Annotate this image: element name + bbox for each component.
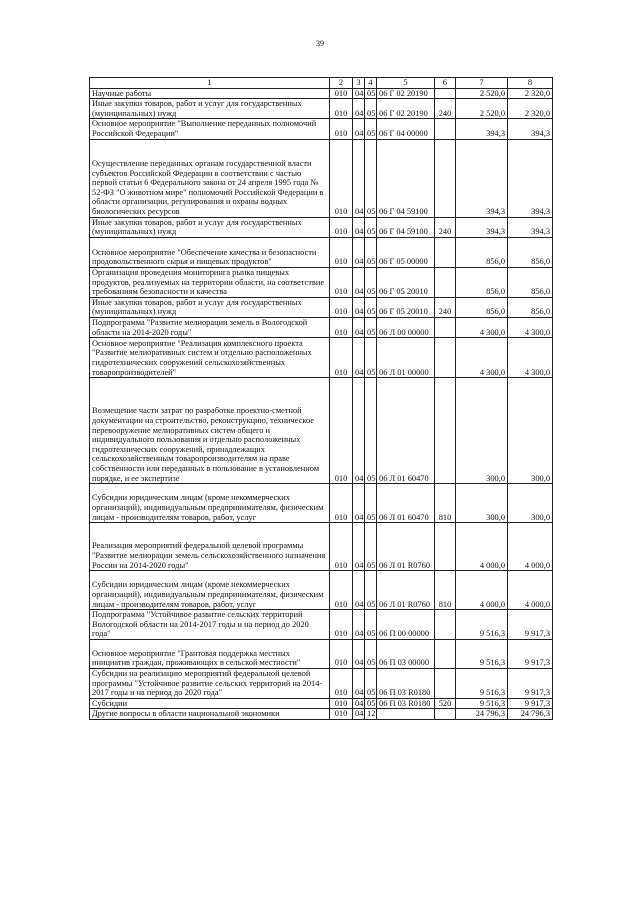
header-col-8: 8 bbox=[508, 78, 553, 89]
amount-year-2: 394,3 bbox=[508, 217, 553, 237]
row-name: Субсидии юридическим лицам (кроме некоммерческих организаций), индивидуальным предпринимателям, физическим лицам - производителям товаров, работ, услуг bbox=[90, 484, 330, 523]
code-target-article: 06 Г 04 59100 bbox=[377, 139, 435, 217]
row-name: Основное мероприятие "Выполнение переданных полномочий Российской Федерации" bbox=[90, 119, 330, 139]
header-col-6: 6 bbox=[435, 78, 456, 89]
code-expense-type bbox=[435, 267, 456, 297]
code-ministry: 010 bbox=[330, 237, 353, 267]
code-target-article bbox=[377, 709, 435, 720]
amount-year-1: 2 520,0 bbox=[456, 88, 508, 99]
code-target-article: 06 Л 01 60470 bbox=[377, 378, 435, 484]
amount-year-2: 9 917,3 bbox=[508, 610, 553, 640]
code-ministry: 010 bbox=[330, 88, 353, 99]
code-subsection: 05 bbox=[365, 237, 377, 267]
code-expense-type bbox=[435, 119, 456, 139]
row-name: Субсидии юридическим лицам (кроме некоммерческих организаций), индивидуальным предпринимателям, физическим лицам - производителям товаров, работ, услуг bbox=[90, 571, 330, 610]
table-row bbox=[90, 237, 553, 267]
code-section: 04 bbox=[353, 99, 365, 119]
table-row bbox=[90, 99, 553, 119]
code-section: 04 bbox=[353, 668, 365, 698]
table-body bbox=[90, 88, 553, 719]
amount-year-1: 9 516,3 bbox=[456, 668, 508, 698]
amount-year-2: 4 000,0 bbox=[508, 571, 553, 610]
code-subsection: 05 bbox=[365, 698, 377, 709]
amount-year-2: 2 320,0 bbox=[508, 99, 553, 119]
table-row bbox=[90, 119, 553, 139]
code-target-article: 06 Г 05 20010 bbox=[377, 267, 435, 297]
amount-year-1: 856,0 bbox=[456, 267, 508, 297]
row-name: Иные закупки товаров, работ и услуг для государственных (муниципальных) нужд bbox=[90, 217, 330, 237]
amount-year-2: 394,3 bbox=[508, 119, 553, 139]
code-target-article: 06 Г 02 20190 bbox=[377, 88, 435, 99]
code-expense-type bbox=[435, 338, 456, 378]
code-ministry: 010 bbox=[330, 668, 353, 698]
code-ministry: 010 bbox=[330, 317, 353, 337]
amount-year-1: 4 000,0 bbox=[456, 571, 508, 610]
amount-year-2: 9 917,3 bbox=[508, 639, 553, 668]
code-target-article: 06 Л 01 R0760 bbox=[377, 571, 435, 610]
code-subsection: 05 bbox=[365, 217, 377, 237]
code-ministry: 010 bbox=[330, 523, 353, 571]
amount-year-1: 394,3 bbox=[456, 217, 508, 237]
code-expense-type bbox=[435, 139, 456, 217]
amount-year-1: 394,3 bbox=[456, 119, 508, 139]
code-expense-type: 240 bbox=[435, 217, 456, 237]
budget-table bbox=[89, 77, 553, 720]
table-row bbox=[90, 217, 553, 237]
code-target-article: 06 Г 05 20010 bbox=[377, 297, 435, 317]
code-ministry: 010 bbox=[330, 217, 353, 237]
code-expense-type bbox=[435, 709, 456, 720]
code-section: 04 bbox=[353, 317, 365, 337]
code-ministry: 010 bbox=[330, 99, 353, 119]
code-expense-type: 810 bbox=[435, 484, 456, 523]
table-row bbox=[90, 698, 553, 709]
amount-year-1: 856,0 bbox=[456, 237, 508, 267]
row-name: Субсидии на реализацию мероприятий федеральной целевой программы "Устойчивое развитие сельских территорий на 2014-2017 годы и на период до 2020 года" bbox=[90, 668, 330, 698]
code-section: 04 bbox=[353, 338, 365, 378]
code-subsection: 05 bbox=[365, 610, 377, 640]
amount-year-2: 4 300,0 bbox=[508, 317, 553, 337]
code-expense-type bbox=[435, 523, 456, 571]
code-subsection: 05 bbox=[365, 338, 377, 378]
header-col-7: 7 bbox=[456, 78, 508, 89]
code-target-article: 06 Г 04 59100 bbox=[377, 217, 435, 237]
table-row bbox=[90, 139, 553, 217]
amount-year-2: 9 917,3 bbox=[508, 698, 553, 709]
amount-year-1: 4 300,0 bbox=[456, 317, 508, 337]
code-subsection: 05 bbox=[365, 523, 377, 571]
code-subsection: 05 bbox=[365, 668, 377, 698]
code-target-article: 06 П 03 R0180 bbox=[377, 668, 435, 698]
code-ministry: 010 bbox=[330, 139, 353, 217]
header-col-1: 1 bbox=[90, 78, 330, 89]
amount-year-2: 300,0 bbox=[508, 484, 553, 523]
header-col-3: 3 bbox=[353, 78, 365, 89]
amount-year-1: 9 516,3 bbox=[456, 639, 508, 668]
amount-year-1: 2 520,0 bbox=[456, 99, 508, 119]
row-name: Подпрограмма "Устойчивое развитие сельских территорий Вологодской области на 2014-2017 годы и на период до 2020 года" bbox=[90, 610, 330, 640]
code-expense-type bbox=[435, 668, 456, 698]
row-name: Организация проведения мониторинга рынка пищевых продуктов, реализуемых на территории области, на соответствие требованиям безопасности и качества bbox=[90, 267, 330, 297]
code-section: 04 bbox=[353, 297, 365, 317]
amount-year-2: 856,0 bbox=[508, 267, 553, 297]
code-section: 04 bbox=[353, 217, 365, 237]
amount-year-1: 300,0 bbox=[456, 378, 508, 484]
code-ministry: 010 bbox=[330, 610, 353, 640]
row-name: Возмещение части затрат по разработке проектно-сметной документации на строительство, реконструкцию, техническое перевооружение мелиоративных систем общего и индивидуального пользования и отдельно расположенных гидротехнических сооружений, принадлежащих сельскохозяйственным товаропроизводителям на праве собственности или переданных в пользование в установленном порядке, и ее экспертизе bbox=[90, 378, 330, 484]
code-section: 04 bbox=[353, 88, 365, 99]
code-ministry: 010 bbox=[330, 698, 353, 709]
code-target-article: 06 Л 00 00000 bbox=[377, 317, 435, 337]
code-ministry: 010 bbox=[330, 709, 353, 720]
row-name: Иные закупки товаров, работ и услуг для государственных (муниципальных) нужд bbox=[90, 99, 330, 119]
row-name: Научные работы bbox=[90, 88, 330, 99]
code-expense-type bbox=[435, 610, 456, 640]
header-col-4: 4 bbox=[365, 78, 377, 89]
code-expense-type bbox=[435, 237, 456, 267]
code-expense-type: 240 bbox=[435, 297, 456, 317]
amount-year-2: 300,0 bbox=[508, 378, 553, 484]
code-section: 04 bbox=[353, 523, 365, 571]
code-expense-type: 240 bbox=[435, 99, 456, 119]
code-ministry: 010 bbox=[330, 484, 353, 523]
code-section: 04 bbox=[353, 610, 365, 640]
amount-year-1: 9 516,3 bbox=[456, 610, 508, 640]
code-ministry: 010 bbox=[330, 378, 353, 484]
table-row bbox=[90, 338, 553, 378]
amount-year-2: 24 796,3 bbox=[508, 709, 553, 720]
table-row bbox=[90, 484, 553, 523]
amount-year-2: 856,0 bbox=[508, 237, 553, 267]
code-expense-type bbox=[435, 317, 456, 337]
code-target-article: 06 П 03 00000 bbox=[377, 639, 435, 668]
code-ministry: 010 bbox=[330, 571, 353, 610]
table-row bbox=[90, 378, 553, 484]
table-row bbox=[90, 297, 553, 317]
code-section: 04 bbox=[353, 139, 365, 217]
amount-year-2: 4 300,0 bbox=[508, 338, 553, 378]
row-name: Другие вопросы в области национальной экономики bbox=[90, 709, 330, 720]
code-target-article: 06 П 03 R0180 bbox=[377, 698, 435, 709]
code-section: 04 bbox=[353, 698, 365, 709]
table-row bbox=[90, 523, 553, 571]
table-row bbox=[90, 610, 553, 640]
code-target-article: 06 Г 05 00000 bbox=[377, 237, 435, 267]
row-name: Основное мероприятие "Грантовая поддержка местных инициатив граждан, проживающих в сельской местности" bbox=[90, 639, 330, 668]
amount-year-2: 2 320,0 bbox=[508, 88, 553, 99]
code-target-article: 06 Г 04 00000 bbox=[377, 119, 435, 139]
amount-year-1: 4 000,0 bbox=[456, 523, 508, 571]
code-ministry: 010 bbox=[330, 119, 353, 139]
code-subsection: 05 bbox=[365, 297, 377, 317]
row-name: Иные закупки товаров, работ и услуг для государственных (муниципальных) нужд bbox=[90, 297, 330, 317]
amount-year-2: 9 917,3 bbox=[508, 668, 553, 698]
code-subsection: 05 bbox=[365, 139, 377, 217]
code-section: 04 bbox=[353, 709, 365, 720]
row-name: Субсидии bbox=[90, 698, 330, 709]
code-ministry: 010 bbox=[330, 267, 353, 297]
code-subsection: 05 bbox=[365, 378, 377, 484]
table-row bbox=[90, 668, 553, 698]
code-subsection: 12 bbox=[365, 709, 377, 720]
amount-year-2: 394,3 bbox=[508, 139, 553, 217]
code-section: 04 bbox=[353, 484, 365, 523]
code-section: 04 bbox=[353, 267, 365, 297]
amount-year-1: 24 796,3 bbox=[456, 709, 508, 720]
code-ministry: 010 bbox=[330, 639, 353, 668]
amount-year-1: 4 300,0 bbox=[456, 338, 508, 378]
table-row bbox=[90, 88, 553, 99]
code-section: 04 bbox=[353, 571, 365, 610]
row-name: Осуществление переданных органам государственной власти субъектов Российской Федерации в соответствии с частью первой статьи 6 Федерального закона от 24 апреля 1995 года № 52-ФЗ "О животном мире" полномочий Российской Федерации в области организации, регулирования и охраны водных биологических ресурсов bbox=[90, 139, 330, 217]
code-expense-type bbox=[435, 378, 456, 484]
code-subsection: 05 bbox=[365, 99, 377, 119]
amount-year-2: 856,0 bbox=[508, 297, 553, 317]
code-subsection: 05 bbox=[365, 88, 377, 99]
table-row bbox=[90, 639, 553, 668]
code-expense-type: 810 bbox=[435, 571, 456, 610]
row-name: Подпрограмма "Развитие мелиорации земель в Вологодской области на 2014-2020 годы" bbox=[90, 317, 330, 337]
code-target-article: 06 Г 02 20190 bbox=[377, 99, 435, 119]
amount-year-1: 394,3 bbox=[456, 139, 508, 217]
amount-year-1: 856,0 bbox=[456, 297, 508, 317]
code-expense-type bbox=[435, 88, 456, 99]
row-name: Основное мероприятие "Реализация комплексного проекта "Развитие мелиоративных систем и отдельно расположенных гидротехнических сооружений сельскохозяйственных товаропроизводителей" bbox=[90, 338, 330, 378]
amount-year-1: 300,0 bbox=[456, 484, 508, 523]
code-expense-type bbox=[435, 639, 456, 668]
code-target-article: 06 Л 01 00000 bbox=[377, 338, 435, 378]
code-section: 04 bbox=[353, 237, 365, 267]
code-subsection: 05 bbox=[365, 119, 377, 139]
table-row bbox=[90, 317, 553, 337]
code-target-article: 06 Л 01 60470 bbox=[377, 484, 435, 523]
table-row bbox=[90, 571, 553, 610]
amount-year-2: 4 000,0 bbox=[508, 523, 553, 571]
table-row bbox=[90, 709, 553, 720]
code-section: 04 bbox=[353, 378, 365, 484]
code-subsection: 05 bbox=[365, 484, 377, 523]
amount-year-1: 9 516,3 bbox=[456, 698, 508, 709]
code-ministry: 010 bbox=[330, 297, 353, 317]
code-section: 04 bbox=[353, 639, 365, 668]
code-subsection: 05 bbox=[365, 267, 377, 297]
code-subsection: 05 bbox=[365, 639, 377, 668]
row-name: Основное мероприятие "Обеспечение качества и безопасности продовольственного сырья и пищевых продуктов" bbox=[90, 237, 330, 267]
header-col-5: 5 bbox=[377, 78, 435, 89]
table-row bbox=[90, 267, 553, 297]
code-subsection: 05 bbox=[365, 571, 377, 610]
code-subsection: 05 bbox=[365, 317, 377, 337]
code-target-article: 06 П 00 00000 bbox=[377, 610, 435, 640]
code-expense-type: 520 bbox=[435, 698, 456, 709]
code-ministry: 010 bbox=[330, 338, 353, 378]
code-target-article: 06 Л 01 R0760 bbox=[377, 523, 435, 571]
header-col-2: 2 bbox=[330, 78, 353, 89]
row-name: Реализация мероприятий федеральной целевой программы "Развитие мелиорации земель сельскохозяйственного назначения России на 2014-2020 годы" bbox=[90, 523, 330, 571]
header-row bbox=[90, 78, 553, 89]
code-section: 04 bbox=[353, 119, 365, 139]
page-number: 39 bbox=[316, 39, 324, 48]
